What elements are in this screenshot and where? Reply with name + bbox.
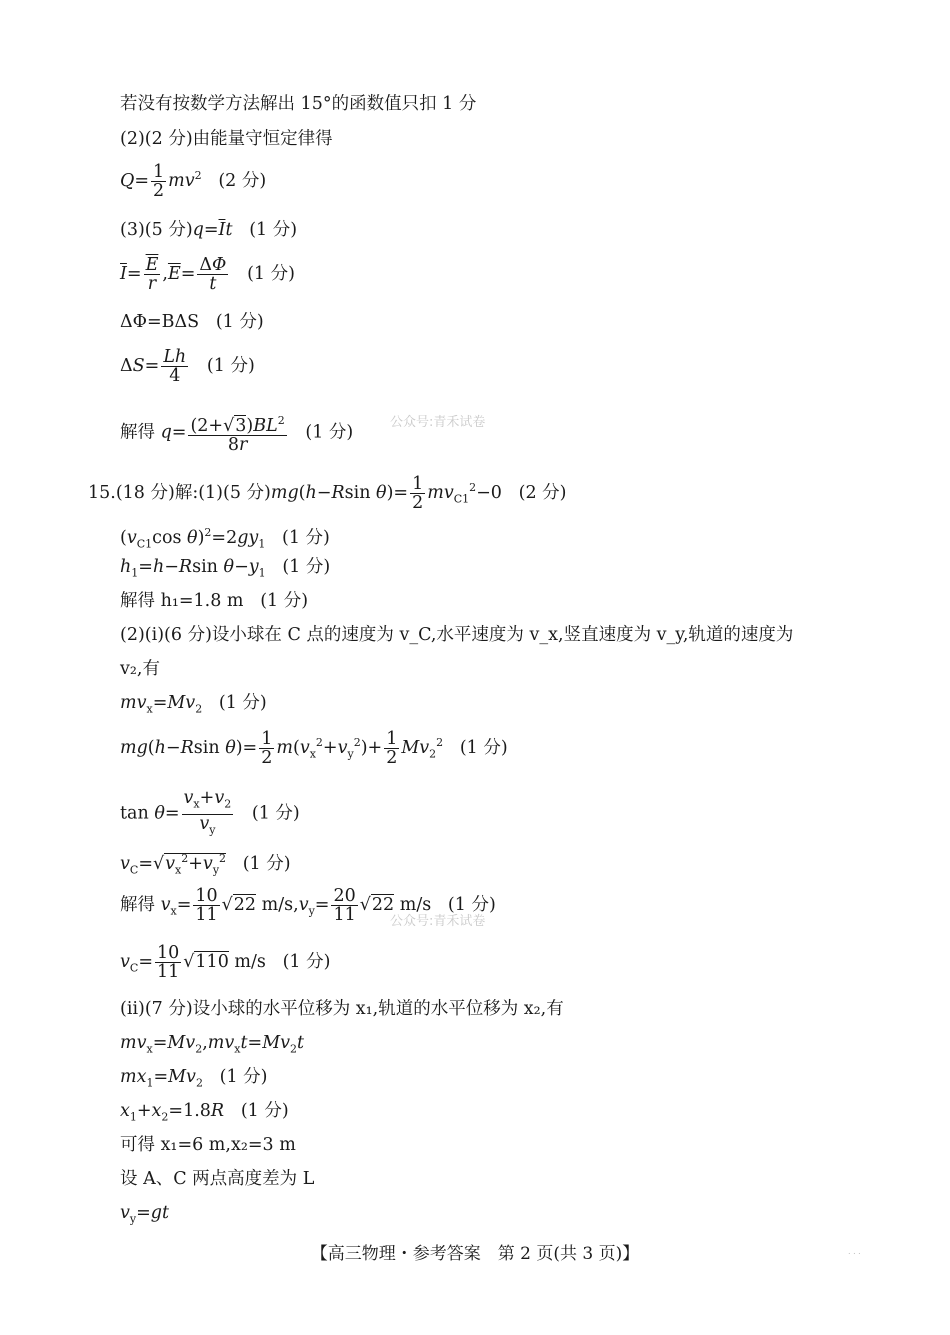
score-label: (1 分) bbox=[247, 264, 295, 284]
equation-line: $x_1+x_2=1.8R$ (1 分) bbox=[120, 1101, 289, 1124]
equation-line: $mx_1=Mv_2$ (1 分) bbox=[120, 1067, 268, 1090]
text-line: 可得 x₁=6 m,x₂=3 m bbox=[120, 1135, 296, 1155]
score-label: (1 分) bbox=[218, 693, 267, 713]
equation-line: $mv_x=Mv_2$ (1 分) bbox=[120, 693, 267, 716]
text-line: 若没有按数学方法解出 15°的函数值只扣 1 分 bbox=[120, 94, 477, 114]
equation-line: $v_C=√v_x^2+v_y^2$ (1 分) bbox=[120, 852, 291, 877]
solve-label: 解得 bbox=[120, 591, 155, 611]
score-label: (1 分) bbox=[282, 527, 330, 548]
text-line: 设 A、C 两点高度差为 L bbox=[120, 1169, 315, 1189]
equation-line: 15.(18 分)解:(1)(5 分)mg(h−Rsin θ)= $\frac{1}{2}$ $mv_{C1}^2-0$ (2 分) bbox=[88, 474, 567, 513]
text-line: (2)(2 分)由能量守恒定律得 bbox=[120, 129, 333, 149]
equation-line: ΔS= $\frac{Lh}{4}$ (1 分) bbox=[120, 347, 255, 386]
decorative-dots: . . . bbox=[848, 1247, 861, 1256]
score-label: (2 分) bbox=[218, 171, 267, 191]
question-number: 15.(18 分)解:(1)(5 分) bbox=[88, 483, 271, 503]
watermark: 公众号:青禾试卷 bbox=[390, 914, 486, 929]
score-label: (1 分) bbox=[305, 422, 354, 443]
equation-line: $v_C=$ $\frac{10}{11}$ √110 m/s (1 分) bbox=[120, 943, 331, 982]
equation-line: $v_y=gt$ bbox=[120, 1203, 170, 1226]
solve-label: 解得 bbox=[120, 422, 155, 443]
score-label: (1 分) bbox=[219, 1067, 268, 1087]
score-label: (1 分) bbox=[282, 557, 331, 577]
score-label: (1 分) bbox=[242, 853, 291, 874]
text-line: (2)(ⅰ)(6 分)设小球在 C 点的速度为 v_C,水平速度为 v_x,竖直速度为 v_y,轨道的速度为 bbox=[120, 625, 794, 645]
equation-line: mg(h−Rsin θ)= $\frac{1}{2}$ $m(v_x^2+v_y^2)+$ $\frac{1}{2}$ $Mv_2^2$ (1 分) bbox=[120, 729, 508, 768]
equation-line: tan θ= $\frac{v_x+v_2}{v_y}$ (1 分) bbox=[120, 788, 300, 836]
equation-line: 解得 q= $\frac{(2+√3)BL^2}{8r}$ (1 分) bbox=[120, 414, 354, 455]
equation-line: $\overline{I}=$ $\frac{\overline{E}}{r}$ $,\overline{E}=$ $\frac{\Delta\Phi}{t}$ (1 分) bbox=[120, 255, 295, 294]
equation-line: (3)(5 分)$q=\overline{I}t$ (1 分) bbox=[120, 220, 298, 240]
text-line: v₂,有 bbox=[120, 659, 160, 679]
equation: h₁=1.8 m bbox=[160, 591, 244, 611]
equation-line: Q= $\frac{1}{2}$ $mv^2$ (2 分) bbox=[120, 162, 267, 201]
score-label: (1 分) bbox=[206, 356, 255, 376]
score-label: (1 分) bbox=[249, 220, 298, 240]
part-label: (3)(5 分) bbox=[120, 220, 193, 240]
equation-line: 解得 $v_x=$ $\frac{10}{11}$ √22 $m/s,v_y=$ $\frac{20}{11}$ √22 m/s (1 分) bbox=[120, 886, 496, 925]
equation-line bbox=[120, 311, 264, 333]
watermark: 公众号:青禾试卷 bbox=[390, 415, 486, 430]
score-label: (2 分) bbox=[518, 483, 567, 503]
score-label: (1 分) bbox=[215, 312, 264, 332]
score-label: (1 分) bbox=[282, 952, 331, 972]
score-label: (1 分) bbox=[447, 895, 496, 915]
solve-label: 解得 bbox=[120, 895, 155, 915]
score-label: (1 分) bbox=[459, 738, 508, 758]
equation-line bbox=[120, 590, 308, 612]
score-label: (1 分) bbox=[240, 1101, 289, 1121]
equation: ΔΦ=BΔS bbox=[120, 312, 200, 332]
equation-line: $mv_x=Mv_2,mv_xt=Mv_2t$ bbox=[120, 1033, 305, 1056]
score-label: (1 分) bbox=[251, 803, 300, 824]
score-label: (1 分) bbox=[260, 591, 309, 611]
page-footer: 【高三物理・参考答案 第 2 页(共 3 页)】 bbox=[310, 1244, 640, 1264]
equation-line: $h_1=h-Rsin$ $\theta-y_1$ (1 分) bbox=[120, 557, 331, 580]
equation-line: ($v_{C1}\cos$ $\theta)^2=2gy_1$ (1 分) bbox=[120, 526, 330, 551]
text-line: (ⅱ)(7 分)设小球的水平位移为 x₁,轨道的水平位移为 x₂,有 bbox=[120, 999, 564, 1019]
